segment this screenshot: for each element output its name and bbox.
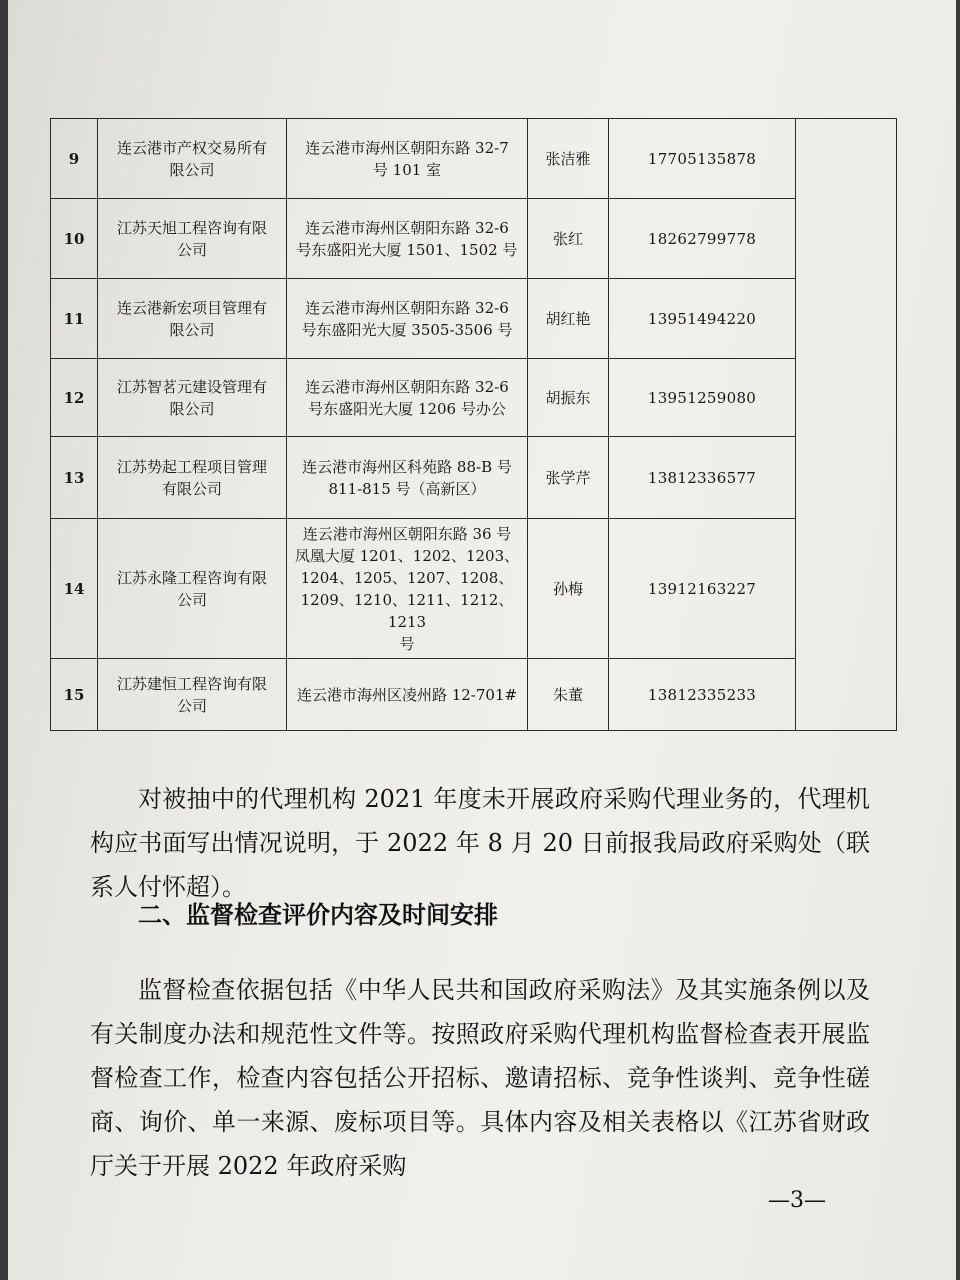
contact-person: 胡振东	[528, 359, 609, 437]
row-number: 9	[51, 119, 98, 199]
section-heading: 二、监督检查评价内容及时间安排	[138, 901, 498, 929]
blank-column	[796, 119, 897, 731]
table-row	[51, 199, 897, 279]
contact-person: 张洁雅	[528, 119, 609, 199]
contact-person: 张学芹	[528, 437, 609, 519]
agency-name: 江苏智茗元建设管理有 限公司	[98, 359, 287, 437]
row-number: 12	[51, 359, 98, 437]
phone-number: 13912163227	[609, 519, 796, 659]
agency-name: 江苏永隆工程咨询有限 公司	[98, 519, 287, 659]
agency-address: 连云港市海州区朝阳东路 32-6 号东盛阳光大厦 1501、1502 号	[287, 199, 528, 279]
agency-address: 连云港市海州区朝阳东路 32-6 号东盛阳光大厦 1206 号办公	[287, 359, 528, 437]
paragraph-inspection-basis: 监督检查依据包括《中华人民共和国政府采购法》及其实施条例以及有关制度办法和规范性文件等。按照政府采购代理机构监督检查表开展监督检查工作，检查内容包括公开招标、邀请招标、竞争性谈判、竞争性磋商、询价、单一来源、废标项目等。具体内容及相关表格以《江苏省财政厅关于开展 2022 年政府采购	[90, 976, 870, 1180]
paragraph-no-business-notice: 对被抽中的代理机构 2021 年度未开展政府采购代理业务的，代理机构应书面写出情况说明，于 2022 年 8 月 20 日前报我局政府采购处（联系人付怀超）。	[90, 785, 870, 901]
agency-address: 连云港市海州区科苑路 88-B 号 811-815 号（高新区）	[287, 437, 528, 519]
phone-number: 13812336577	[609, 437, 796, 519]
agency-name: 江苏建恒工程咨询有限 公司	[98, 659, 287, 731]
agency-address: 连云港市海州区朝阳东路 32-7 号 101 室	[287, 119, 528, 199]
row-number: 15	[51, 659, 98, 731]
page-number: —3—	[768, 1188, 826, 1213]
agency-table	[50, 118, 897, 731]
agency-address: 连云港市海州区凌州路 12-701#	[287, 659, 528, 731]
phone-number: 17705135878	[609, 119, 796, 199]
phone-number: 13951494220	[609, 279, 796, 359]
agency-name: 连云港新宏项目管理有 限公司	[98, 279, 287, 359]
row-number: 11	[51, 279, 98, 359]
contact-person: 张红	[528, 199, 609, 279]
phone-number: 18262799778	[609, 199, 796, 279]
table-row	[51, 659, 897, 731]
agency-address: 连云港市海州区朝阳东路 36 号 凤凰大厦 1201、1202、1203、 1204、1205、1207、1208、 1209、1210、1211、1212、1213 号	[287, 519, 528, 659]
agency-name: 江苏天旭工程咨询有限 公司	[98, 199, 287, 279]
table-row	[51, 359, 897, 437]
phone-number: 13951259080	[609, 359, 796, 437]
agency-address: 连云港市海州区朝阳东路 32-6 号东盛阳光大厦 3505-3506 号	[287, 279, 528, 359]
table-row	[51, 437, 897, 519]
agency-name: 江苏势起工程项目管理 有限公司	[98, 437, 287, 519]
row-number: 10	[51, 199, 98, 279]
contact-person: 孙梅	[528, 519, 609, 659]
row-number: 14	[51, 519, 98, 659]
contact-person: 胡红艳	[528, 279, 609, 359]
document-page	[8, 0, 956, 1280]
agency-name: 连云港市产权交易所有 限公司	[98, 119, 287, 199]
table-row	[51, 279, 897, 359]
row-number: 13	[51, 437, 98, 519]
table-row	[51, 119, 897, 199]
contact-person: 朱董	[528, 659, 609, 731]
table-row	[51, 519, 897, 659]
phone-number: 13812335233	[609, 659, 796, 731]
